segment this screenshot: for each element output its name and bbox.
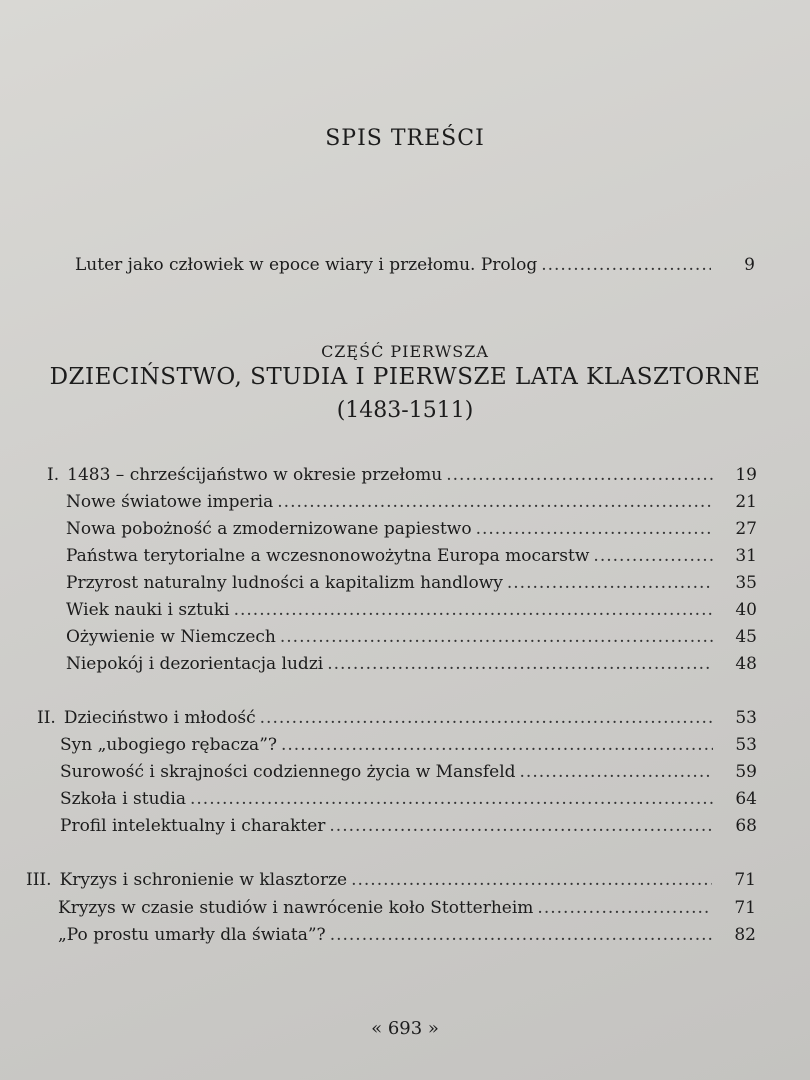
section-title: Państwa terytorialne a wczesnonowożytna Europa mocarstw <box>66 546 590 566</box>
section-title: Profil intelektualny i charakter <box>60 816 326 836</box>
section-entry <box>60 816 757 836</box>
section-page: 71 <box>734 898 756 918</box>
leader-dots <box>190 789 713 809</box>
section-page: 68 <box>735 816 757 836</box>
chapter-title: Dzieciństwo i młodość <box>63 708 256 728</box>
chapter-page: 53 <box>735 708 757 728</box>
leader-dots <box>327 654 713 674</box>
toc-entry-prolog <box>75 255 755 275</box>
leader-dots <box>260 708 713 728</box>
chapter-page: 19 <box>735 465 757 485</box>
section-title: „Po prostu umarły dla świata”? <box>58 925 326 945</box>
chapter-entry <box>26 870 756 890</box>
section-page: 31 <box>735 546 757 566</box>
section-title: Przyrost naturalny ludności a kapitalizm handlowy <box>66 573 503 593</box>
entry-title: Luter jako człowiek w epoce wiary i przełomu. Prolog <box>75 255 538 275</box>
leader-dots <box>520 762 713 782</box>
chapter-number: III. <box>26 870 52 890</box>
chapter-title: 1483 – chrześcijaństwo w okresie przełomu <box>67 465 443 485</box>
section-page: 82 <box>734 925 756 945</box>
leader-dots <box>507 573 713 593</box>
section-title: Wiek nauki i sztuki <box>66 600 230 620</box>
chapter-title: Kryzys i schronienie w klasztorze <box>59 870 348 890</box>
section-entry <box>66 546 757 566</box>
section-entry <box>60 789 757 809</box>
leader-dots <box>277 492 713 512</box>
section-title: Kryzys w czasie studiów i nawrócenie koło Stotterheim <box>58 898 534 918</box>
chapter-number: I. <box>47 465 60 485</box>
entry-page: 9 <box>744 255 755 275</box>
section-page: 64 <box>735 789 757 809</box>
chapter-entry <box>37 708 757 728</box>
section-entry <box>60 762 757 782</box>
leader-dots <box>446 465 713 485</box>
leader-dots <box>330 925 712 945</box>
leader-dots <box>351 870 712 890</box>
section-title: Ożywienie w Niemczech <box>66 627 276 647</box>
leader-dots <box>593 546 713 566</box>
section-entry <box>66 519 757 539</box>
section-entry <box>66 492 757 512</box>
section-page: 48 <box>735 654 757 674</box>
section-page: 35 <box>735 573 757 593</box>
part-years: (1483-1511) <box>336 398 474 423</box>
leader-dots <box>281 735 713 755</box>
section-entry <box>58 898 756 918</box>
section-entry <box>66 600 757 620</box>
section-entry <box>66 654 757 674</box>
section-page: 27 <box>735 519 757 539</box>
section-page: 40 <box>735 600 757 620</box>
leader-dots <box>537 898 712 918</box>
section-entry <box>58 925 756 945</box>
chapter-page: 71 <box>734 870 756 890</box>
toc-title: SPIS TREŚCI <box>325 126 485 151</box>
leader-dots <box>541 255 711 275</box>
section-page: 45 <box>735 627 757 647</box>
section-entry <box>66 627 757 647</box>
leader-dots <box>234 600 713 620</box>
leader-dots <box>280 627 713 647</box>
section-page: 59 <box>735 762 757 782</box>
section-title: Nowa pobożność a zmodernizowane papiestwo <box>66 519 472 539</box>
section-entry <box>66 573 757 593</box>
section-title: Surowość i skrajności codziennego życia w Mansfeld <box>60 762 516 782</box>
chapter-entry <box>47 465 757 485</box>
part-title: DZIECIŃSTWO, STUDIA I PIERWSZE LATA KLASZTORNE <box>49 364 761 390</box>
section-entry <box>60 735 757 755</box>
leader-dots <box>329 816 713 836</box>
section-title: Niepokój i dezorientacja ludzi <box>66 654 324 674</box>
chapter-number: II. <box>37 708 56 728</box>
leader-dots <box>476 519 713 539</box>
part-label: CZĘŚĆ PIERWSZA <box>321 342 489 361</box>
section-page: 53 <box>735 735 757 755</box>
section-title: Syn „ubogiego rębacza”? <box>60 735 277 755</box>
section-title: Szkoła i studia <box>60 789 186 809</box>
section-page: 21 <box>735 492 757 512</box>
page-folio: « 693 » <box>371 1018 439 1039</box>
section-title: Nowe światowe imperia <box>66 492 274 512</box>
